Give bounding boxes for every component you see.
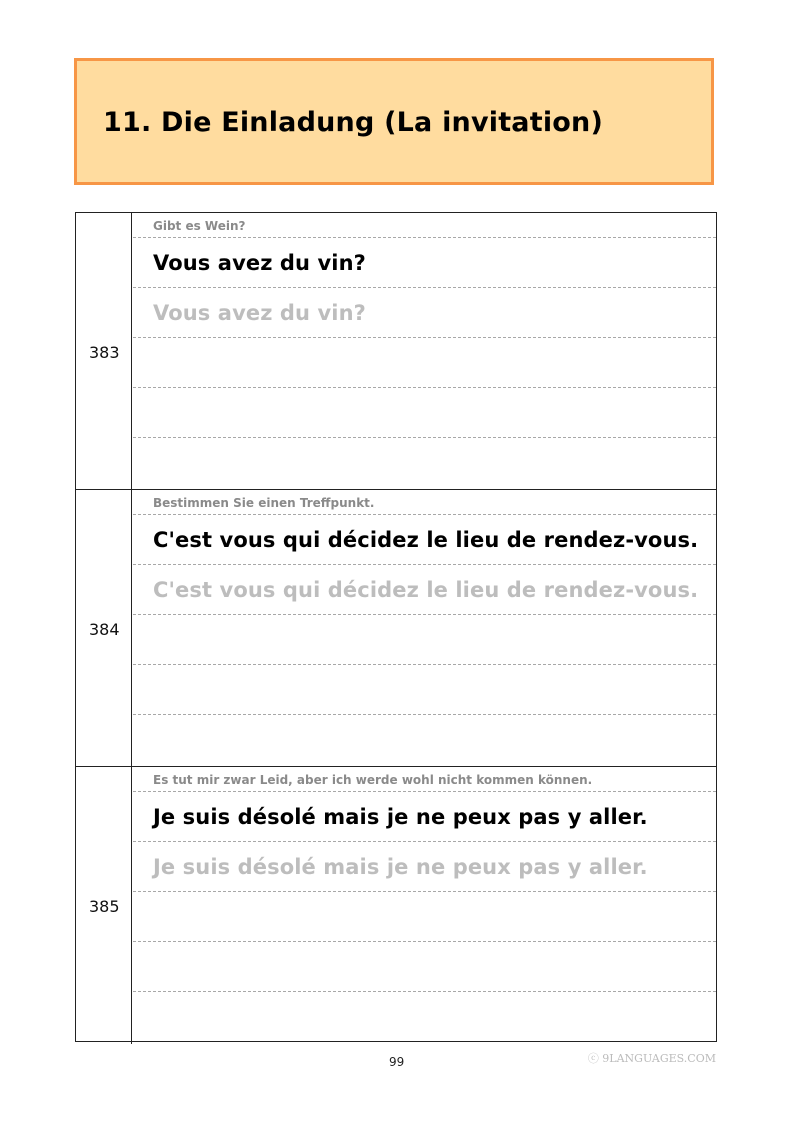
- writing-line[interactable]: [133, 942, 716, 992]
- entry-number-cell: [76, 213, 132, 489]
- writing-line[interactable]: [133, 338, 716, 388]
- german-row: [133, 213, 716, 238]
- french-sentence: Je suis désolé mais je ne peux pas y aller.: [153, 805, 648, 829]
- chapter-title-box: [74, 58, 714, 185]
- practice-table: [75, 212, 717, 1042]
- trace-row: [133, 565, 716, 615]
- french-row: [133, 792, 716, 842]
- entry-number: 383: [89, 343, 120, 362]
- german-sentence: Bestimmen Sie einen Treffpunkt.: [153, 496, 375, 510]
- german-sentence: Es tut mir zwar Leid, aber ich werde wohl nicht kommen können.: [153, 773, 593, 787]
- page-number: 99: [389, 1055, 405, 1069]
- entry-number-cell: [76, 490, 132, 766]
- entry-lines: [133, 767, 716, 1044]
- writing-line[interactable]: [133, 992, 716, 1041]
- french-sentence: C'est vous qui décidez le lieu de rendez-vous.: [153, 528, 699, 552]
- french-row: [133, 515, 716, 565]
- trace-row: [133, 842, 716, 892]
- writing-line[interactable]: [133, 615, 716, 665]
- german-row: [133, 767, 716, 792]
- trace-row: [133, 288, 716, 338]
- entry-384: [76, 490, 716, 767]
- entry-385: [76, 767, 716, 1044]
- entry-number: 384: [89, 620, 120, 639]
- french-trace-sentence: Vous avez du vin?: [153, 301, 366, 325]
- copyright-notice: ⓒ 9LANGUAGES.COM: [587, 1052, 716, 1065]
- writing-line[interactable]: [133, 388, 716, 438]
- german-row: [133, 490, 716, 515]
- writing-line[interactable]: [133, 665, 716, 715]
- french-trace-sentence: Je suis désolé mais je ne peux pas y aller.: [153, 855, 648, 879]
- german-sentence: Gibt es Wein?: [153, 219, 246, 233]
- french-trace-sentence: C'est vous qui décidez le lieu de rendez-vous.: [153, 578, 699, 602]
- entry-383: [76, 213, 716, 490]
- entry-lines: [133, 213, 716, 489]
- writing-line[interactable]: [133, 438, 716, 489]
- chapter-title: 11. Die Einladung (La invitation): [103, 107, 603, 138]
- writing-line[interactable]: [133, 892, 716, 942]
- french-sentence: Vous avez du vin?: [153, 251, 366, 275]
- entry-number: 385: [89, 897, 120, 916]
- writing-line[interactable]: [133, 715, 716, 766]
- entry-number-cell: [76, 767, 132, 1044]
- french-row: [133, 238, 716, 288]
- entry-lines: [133, 490, 716, 766]
